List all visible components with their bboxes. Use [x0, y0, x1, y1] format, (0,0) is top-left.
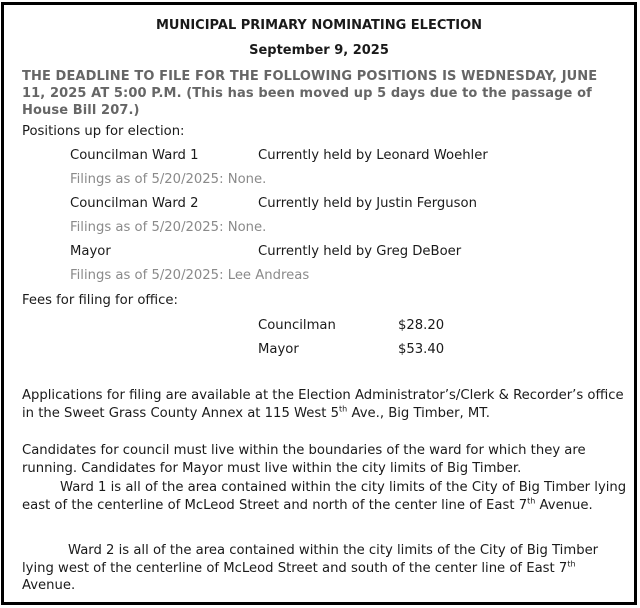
position-office: Mayor [70, 244, 111, 259]
position-holder: Currently held by Justin Ferguson [258, 196, 477, 211]
ward2-paragraph: Ward 2 is all of the area contained within the city limits of the City of Big Timber lying west of the centerline of McLeod Street and south of the center line of East 7th Avenue. [22, 543, 599, 593]
position-office: Councilman Ward 2 [70, 196, 199, 211]
fees-heading: Fees for filing for office: [22, 293, 178, 308]
position-filings: Filings as of 5/20/2025: None. [70, 220, 267, 235]
notice-title: MUNICIPAL PRIMARY NOMINATING ELECTION [155, 18, 483, 33]
ward1-paragraph: Ward 1 is all of the area contained within the city limits of the City of Big Timber lying east of the centerline of McLeod Street and north of the center line of East 7th Avenue. [22, 480, 627, 513]
fee-office: Mayor [258, 342, 299, 357]
filing-deadline: THE DEADLINE TO FILE FOR THE FOLLOWING POSITIONS IS WEDNESDAY, JUNE 11, 2025 AT 5:00 P.M. (This has been moved up 5 days due to the passage of House Bill 207.) [22, 69, 598, 118]
fee-amount: $53.40 [398, 342, 445, 357]
fee-amount: $28.20 [398, 318, 445, 333]
election-date: September 9, 2025 [249, 43, 389, 58]
position-filings: Filings as of 5/20/2025: Lee Andreas [70, 268, 310, 283]
candidates-paragraph: Candidates for council must live within the boundaries of the ward for which they are running. Candidates for Mayor must live within the city limits of Big Timber. [22, 443, 586, 476]
position-office: Councilman Ward 1 [70, 148, 199, 163]
positions-heading: Positions up for election: [22, 124, 185, 139]
position-holder: Currently held by Greg DeBoer [258, 244, 462, 259]
applications-paragraph: Applications for filing are available at the Election Administrator’s/Clerk & Recorder’s office in the Sweet Grass County Annex at 115 West 5th Ave., Big Timber, MT. [22, 388, 624, 421]
notice-frame [1, 2, 637, 605]
position-holder: Currently held by Leonard Woehler [258, 148, 488, 163]
position-filings: Filings as of 5/20/2025: None. [70, 172, 267, 187]
fee-office: Councilman [258, 318, 336, 333]
